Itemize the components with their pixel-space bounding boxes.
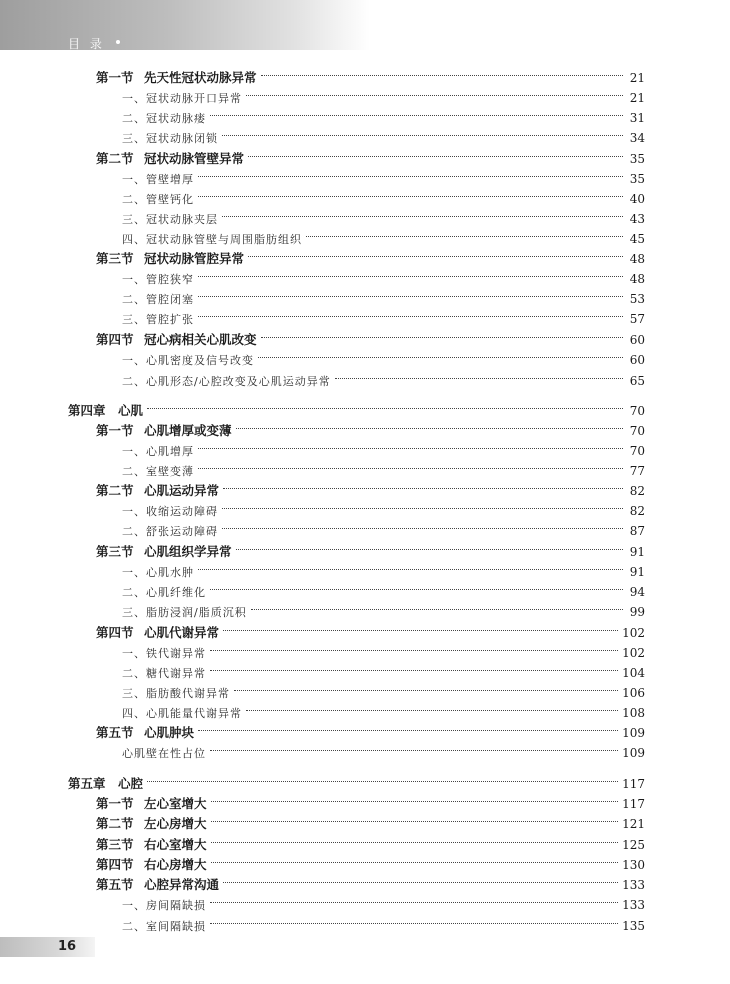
dot-leader bbox=[198, 551, 623, 570]
toc-title: 一、心肌水肿 bbox=[122, 566, 194, 579]
toc-number: 第五节 bbox=[96, 877, 134, 892]
toc-title: 二、舒张运动障碍 bbox=[122, 525, 218, 538]
dot-leader bbox=[198, 298, 623, 317]
toc-title: 冠心病相关心肌改变 bbox=[144, 332, 257, 347]
toc-number: 第三节 bbox=[96, 251, 134, 266]
toc-number: 第一节 bbox=[96, 796, 134, 811]
dot-leader bbox=[223, 470, 623, 489]
toc-title: 三、管腔扩张 bbox=[122, 313, 194, 326]
toc-title: 二、管腔闭塞 bbox=[122, 293, 194, 306]
toc-title: 四、心肌能量代谢异常 bbox=[122, 707, 242, 720]
toc-title: 右心房增大 bbox=[144, 857, 207, 872]
dot-leader bbox=[246, 77, 623, 96]
dot-leader bbox=[223, 864, 618, 883]
dot-leader bbox=[306, 218, 623, 237]
dot-leader bbox=[222, 490, 623, 509]
toc-subsection[interactable] bbox=[122, 366, 645, 388]
toc-number: 第四章 bbox=[68, 403, 106, 418]
toc-number: 第二节 bbox=[96, 151, 134, 166]
dot-leader bbox=[222, 117, 623, 136]
dot-leader bbox=[211, 803, 619, 822]
toc-title: 一、冠状动脉开口异常 bbox=[122, 92, 242, 105]
toc-title: 心肌肿块 bbox=[144, 725, 195, 740]
dot-leader bbox=[210, 97, 623, 116]
dot-leader bbox=[246, 692, 618, 711]
dot-leader bbox=[147, 763, 618, 782]
toc-number: 第五节 bbox=[96, 725, 134, 740]
toc-number: 第二节 bbox=[96, 483, 134, 498]
dot-leader bbox=[210, 905, 618, 924]
toc-title: 先天性冠状动脉异常 bbox=[144, 70, 257, 85]
toc-title: 三、冠状动脉闭锁 bbox=[122, 132, 218, 145]
toc-page: 104 bbox=[622, 666, 645, 680]
toc-title: 冠状动脉管腔异常 bbox=[144, 251, 245, 266]
toc-page: 117 bbox=[622, 797, 645, 811]
toc-page: 70 bbox=[629, 444, 645, 458]
toc-page: 65 bbox=[629, 374, 645, 388]
toc-title: 一、心肌密度及信号改变 bbox=[122, 354, 254, 367]
toc-page: 133 bbox=[622, 898, 645, 912]
toc-page: 109 bbox=[622, 726, 645, 740]
toc-page: 109 bbox=[622, 746, 645, 760]
toc-page: 48 bbox=[629, 272, 645, 286]
toc-number: 第二节 bbox=[96, 816, 134, 831]
toc-page: 77 bbox=[629, 464, 645, 478]
toc-number: 第三节 bbox=[96, 837, 134, 852]
toc-number: 第四节 bbox=[96, 332, 134, 347]
dot-leader bbox=[198, 430, 623, 449]
dot-leader bbox=[248, 138, 623, 157]
toc-page: 91 bbox=[629, 565, 645, 579]
toc-page: 117 bbox=[622, 777, 645, 791]
dot-leader bbox=[147, 390, 623, 409]
toc-page: 21 bbox=[629, 91, 645, 105]
dot-leader bbox=[222, 198, 623, 217]
toc-title: 一、房间隔缺损 bbox=[122, 899, 206, 912]
toc-title: 一、管腔狭窄 bbox=[122, 273, 194, 286]
toc-title: 三、脂肪酸代谢异常 bbox=[122, 687, 230, 700]
toc-title: 三、脂肪浸润/脂质沉积 bbox=[122, 606, 247, 619]
toc-title: 二、室间隔缺损 bbox=[122, 920, 206, 933]
dot-leader bbox=[198, 278, 623, 297]
toc-page: 60 bbox=[629, 333, 645, 347]
toc-title: 二、糖代谢异常 bbox=[122, 667, 206, 680]
dot-leader bbox=[261, 319, 623, 338]
toc-number: 第四节 bbox=[96, 625, 134, 640]
dot-leader bbox=[261, 57, 623, 76]
toc-page: 35 bbox=[629, 152, 645, 166]
toc-page: 102 bbox=[622, 626, 645, 640]
toc-title: 心肌组织学异常 bbox=[144, 544, 232, 559]
dot-leader bbox=[236, 410, 623, 429]
toc-page: 31 bbox=[629, 111, 645, 125]
dot-leader bbox=[234, 672, 618, 691]
toc-number: 第三节 bbox=[96, 544, 134, 559]
toc-page: 106 bbox=[622, 686, 645, 700]
toc-page: 43 bbox=[629, 212, 645, 226]
dot-leader bbox=[210, 571, 623, 590]
toc-page: 87 bbox=[629, 524, 645, 538]
toc-page: 121 bbox=[622, 817, 645, 831]
footer-band bbox=[0, 937, 95, 957]
toc-title: 四、冠状动脉管壁与周围脂肪组织 bbox=[122, 233, 302, 246]
dot-leader bbox=[251, 591, 623, 610]
dot-leader bbox=[210, 884, 618, 903]
toc-page: 70 bbox=[629, 404, 645, 418]
dot-leader bbox=[211, 844, 619, 863]
toc-page: 60 bbox=[629, 353, 645, 367]
toc-title: 冠状动脉管壁异常 bbox=[144, 151, 245, 166]
toc-page: 130 bbox=[622, 858, 645, 872]
toc-page: 82 bbox=[629, 504, 645, 518]
toc-page: 57 bbox=[629, 312, 645, 326]
toc-title: 三、冠状动脉夹层 bbox=[122, 213, 218, 226]
toc-page: 34 bbox=[629, 131, 645, 145]
dot-leader bbox=[211, 824, 619, 843]
dot-leader bbox=[198, 258, 623, 277]
toc-page: 94 bbox=[629, 585, 645, 599]
toc-title: 心肌增厚或变薄 bbox=[144, 423, 232, 438]
toc-number: 第五章 bbox=[68, 776, 106, 791]
toc-page: 99 bbox=[629, 605, 645, 619]
toc-page: 40 bbox=[629, 192, 645, 206]
toc-page: 108 bbox=[622, 706, 645, 720]
dot-leader bbox=[198, 158, 623, 177]
toc-title: 一、管壁增厚 bbox=[122, 173, 194, 186]
toc-title: 右心室增大 bbox=[144, 837, 207, 852]
dot-leader bbox=[198, 178, 623, 197]
toc-page: 35 bbox=[629, 172, 645, 186]
toc-number: 第一节 bbox=[96, 70, 134, 85]
toc-title: 心腔 bbox=[118, 776, 144, 791]
toc-subsection[interactable] bbox=[122, 911, 645, 933]
dot-leader bbox=[236, 531, 623, 550]
toc-title: 二、心肌形态/心腔改变及心肌运动异常 bbox=[122, 375, 331, 388]
dot-leader bbox=[210, 632, 618, 651]
toc-title: 心肌运动异常 bbox=[144, 483, 220, 498]
toc-title: 一、收缩运动障碍 bbox=[122, 505, 218, 518]
toc-title: 左心室增大 bbox=[144, 796, 207, 811]
toc-title: 心腔异常沟通 bbox=[144, 877, 220, 892]
toc-title: 心肌壁在性占位 bbox=[122, 747, 206, 760]
dot-leader bbox=[335, 360, 623, 379]
toc-page: 45 bbox=[629, 232, 645, 246]
toc-subsection[interactable] bbox=[122, 738, 645, 760]
dot-leader bbox=[210, 652, 618, 671]
dot-leader bbox=[210, 732, 618, 751]
toc-page: 91 bbox=[629, 545, 645, 559]
toc-page: 48 bbox=[629, 252, 645, 266]
toc-title: 二、室壁变薄 bbox=[122, 465, 194, 478]
toc-number: 第四节 bbox=[96, 857, 134, 872]
toc-title: 二、心肌纤维化 bbox=[122, 586, 206, 599]
toc-page: 82 bbox=[629, 484, 645, 498]
dot-leader bbox=[211, 783, 619, 802]
toc-page: 53 bbox=[629, 292, 645, 306]
page-number: 16 bbox=[58, 939, 77, 954]
toc-title: 二、冠状动脉瘘 bbox=[122, 112, 206, 125]
toc-number: 第一节 bbox=[96, 423, 134, 438]
toc-title: 心肌代谢异常 bbox=[144, 625, 220, 640]
toc-page: 70 bbox=[629, 424, 645, 438]
toc-title: 二、管壁钙化 bbox=[122, 193, 194, 206]
toc-title: 一、心肌增厚 bbox=[122, 445, 194, 458]
dot-leader bbox=[198, 712, 618, 731]
dot-leader bbox=[248, 238, 623, 257]
toc-page: 133 bbox=[622, 878, 645, 892]
toc-page: 135 bbox=[622, 919, 645, 933]
toc-title: 左心房增大 bbox=[144, 816, 207, 831]
dot-leader bbox=[258, 339, 623, 358]
dot-leader bbox=[198, 450, 623, 469]
toc-title: 一、铁代谢异常 bbox=[122, 647, 206, 660]
toc-page: 21 bbox=[629, 71, 645, 85]
toc-page: 125 bbox=[622, 838, 645, 852]
toc-page: 102 bbox=[622, 646, 645, 660]
dot-leader bbox=[222, 510, 623, 529]
header-label: 目 录 bbox=[68, 37, 105, 51]
dot-leader bbox=[223, 612, 618, 631]
toc-title: 心肌 bbox=[118, 403, 144, 418]
